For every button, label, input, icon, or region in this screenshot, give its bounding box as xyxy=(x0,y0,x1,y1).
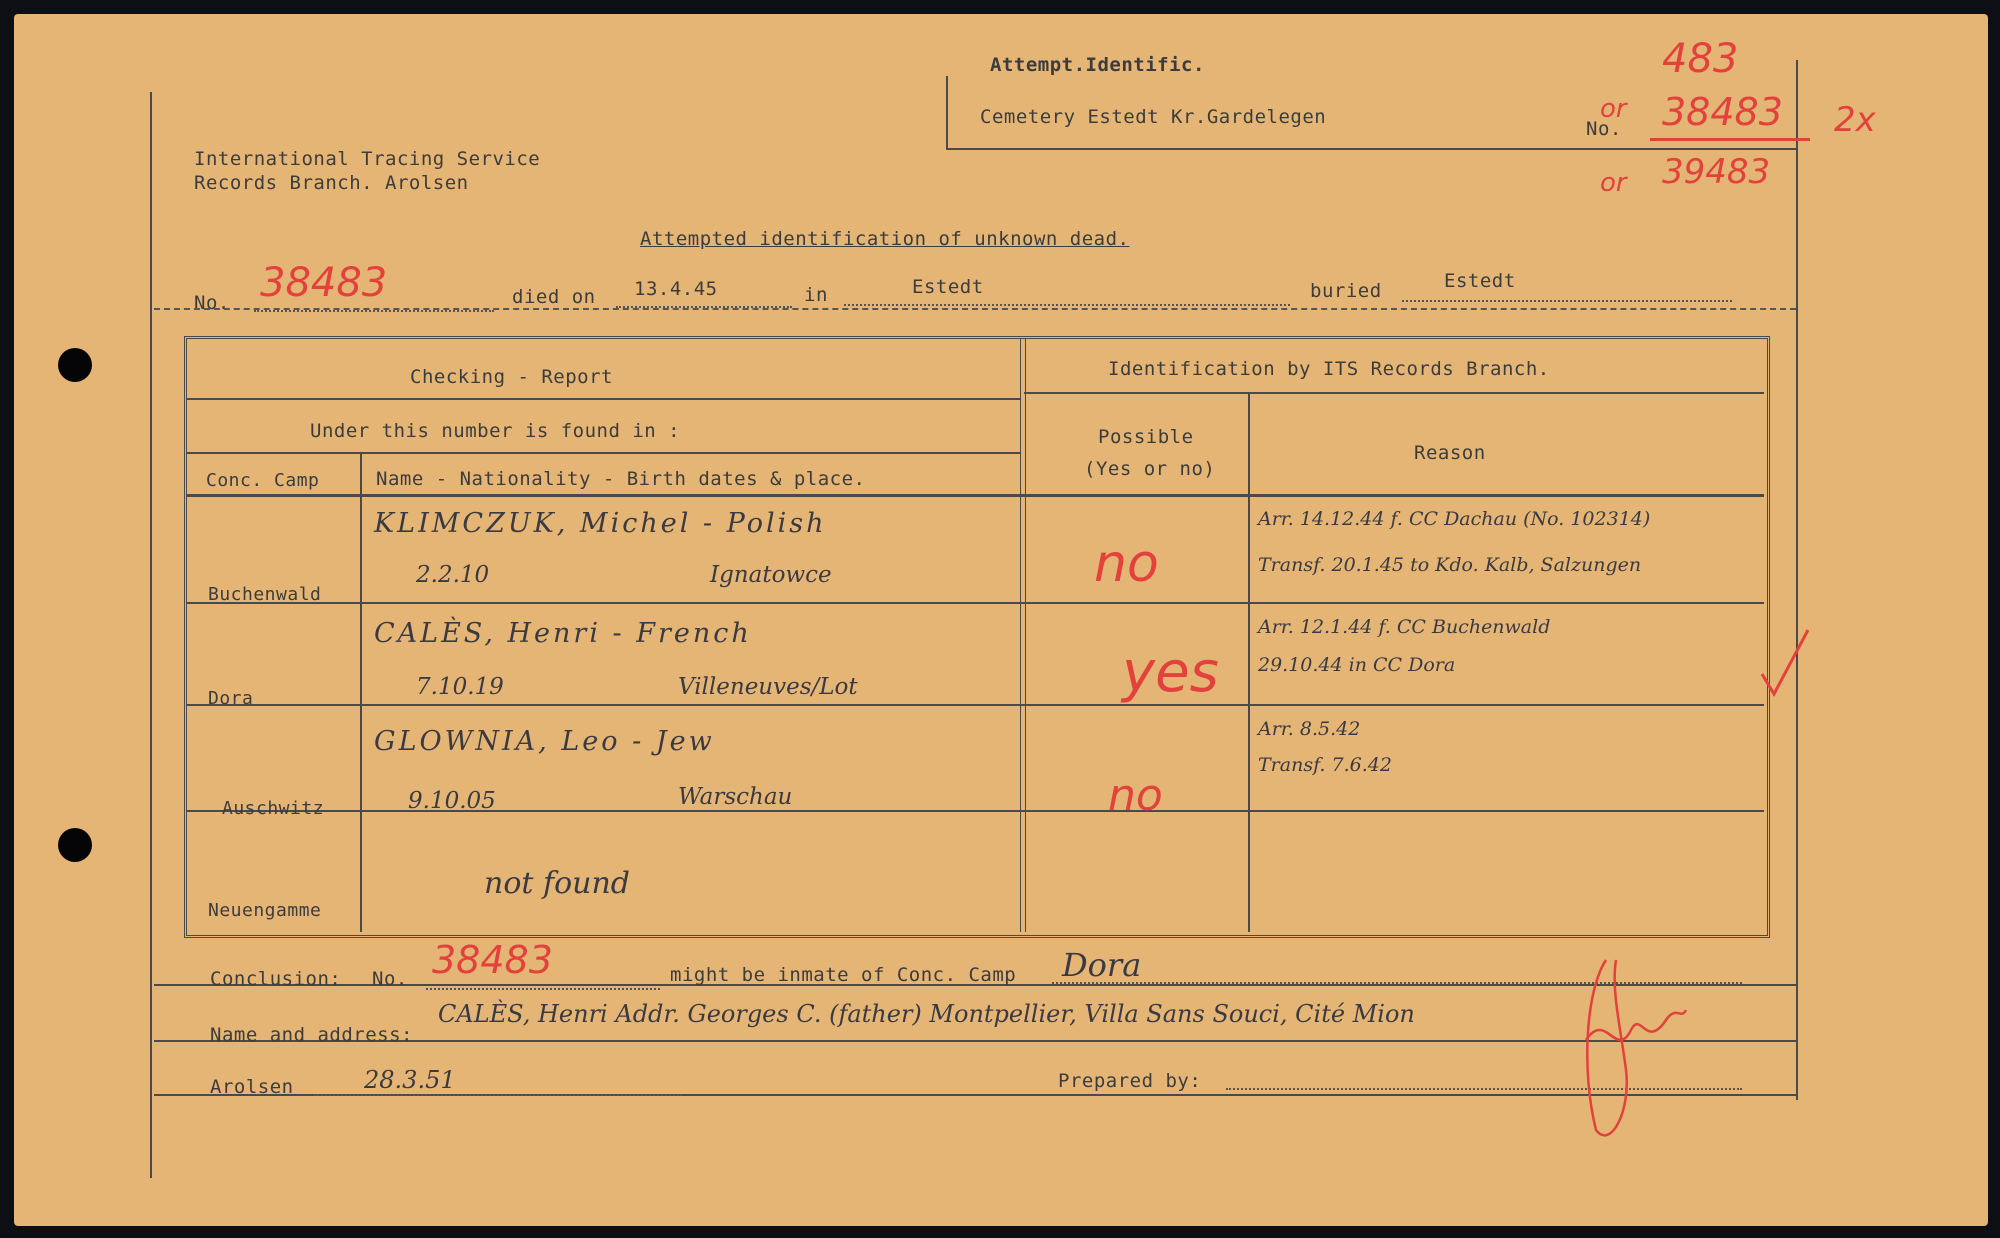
red-alt-number: 39483 xyxy=(1662,152,1771,192)
punch-hole-top xyxy=(58,348,92,382)
red-checkmark-icon xyxy=(1758,624,1818,704)
in-dots xyxy=(844,304,1290,306)
conclusion-label: Conclusion: xyxy=(210,968,342,990)
attempt-title: Attempt.Identific. xyxy=(990,54,1205,76)
col-possible-header-2: (Yes or no) xyxy=(1084,458,1216,480)
red-or-2: or xyxy=(1600,168,1627,198)
left-margin-line xyxy=(150,92,152,1178)
row3-birth-date: 9.10.05 xyxy=(408,788,496,814)
col-camp-header: Conc. Camp xyxy=(206,470,320,491)
row1-birth-place: Ignatowce xyxy=(710,562,832,588)
in-label: in xyxy=(804,284,828,306)
row2-name: CALÈS, Henri - French xyxy=(374,618,752,649)
name-address-label: Name and address: xyxy=(210,1024,413,1046)
record-card xyxy=(14,14,1988,1226)
row1-name: KLIMCZUK, Michel - Polish xyxy=(374,508,827,539)
conclusion-no-value: 38483 xyxy=(432,938,553,982)
col-name-header: Name - Nationality - Birth dates & place. xyxy=(376,468,866,490)
org-line-2: Records Branch. Arolsen xyxy=(194,172,469,194)
row3-reason-2: Transf. 7.6.42 xyxy=(1258,754,1392,776)
arolsen-dots xyxy=(314,1094,682,1096)
died-value: 13.4.45 xyxy=(634,278,718,300)
header-no-label: No. xyxy=(1586,118,1622,140)
row1-reason-1: Arr. 14.12.44 f. CC Dachau (No. 102314) xyxy=(1258,508,1651,530)
row2-possible: yes xyxy=(1122,640,1219,705)
row3-reason-1: Arr. 8.5.42 xyxy=(1258,718,1361,740)
col-reason-header: Reason xyxy=(1414,442,1486,464)
org-line-1: International Tracing Service xyxy=(194,148,541,170)
row1-possible: no xyxy=(1094,534,1159,594)
arolsen-date: 28.3.51 xyxy=(364,1066,456,1094)
record-no-value: 38483 xyxy=(260,260,388,306)
conclusion-no-label: No. xyxy=(372,968,408,990)
conclusion-no-dots xyxy=(426,988,660,990)
buried-dots xyxy=(1402,300,1732,302)
prepared-by-label: Prepared by: xyxy=(1058,1070,1202,1092)
row3-birth-place: Warschau xyxy=(678,784,793,810)
row3-camp: Auschwitz xyxy=(222,798,325,819)
buried-label: buried xyxy=(1310,280,1382,302)
row1-reason-2: Transf. 20.1.45 to Kdo. Kalb, Salzungen xyxy=(1258,554,1642,576)
row1-birth-date: 2.2.10 xyxy=(416,562,490,588)
row3-name: GLOWNIA, Leo - Jew xyxy=(374,726,715,757)
red-signature-icon xyxy=(1576,950,1696,1150)
table-row-line-1 xyxy=(186,602,1764,604)
right-margin-line xyxy=(1796,60,1798,1100)
red-top-number: 483 xyxy=(1662,36,1739,82)
cemetery-line: Cemetery Estedt Kr.Gardelegen xyxy=(980,106,1327,128)
name-address-value: CALÈS, Henri Addr. Georges C. (father) Montpellier, Villa Sans Souci, Cité Mion xyxy=(438,1000,1415,1028)
record-no-dots xyxy=(254,310,494,312)
red-or-1: or xyxy=(1600,94,1627,124)
table-row-line-2 xyxy=(186,704,1764,706)
punch-hole-bottom xyxy=(58,828,92,862)
table-line-1b xyxy=(1024,392,1764,394)
row2-camp: Dora xyxy=(208,688,254,709)
buried-value: Estedt xyxy=(1444,270,1516,292)
record-no-label: No. xyxy=(194,292,230,314)
col-possible-header-1: Possible xyxy=(1098,426,1194,448)
row3-possible: no xyxy=(1108,770,1163,821)
died-label: died on xyxy=(512,286,596,308)
row4-not-found: not found xyxy=(484,866,630,901)
conclusion-inmate-text: might be inmate of Conc. Camp xyxy=(670,964,1017,986)
table-line-2 xyxy=(186,452,1020,454)
under-number-header: Under this number is found in : xyxy=(310,420,681,442)
table-line-1 xyxy=(186,398,1020,400)
table-divider-possible xyxy=(1248,392,1250,932)
document-title: Attempted identification of unknown dead. xyxy=(640,228,1130,250)
row4-camp: Neuengamme xyxy=(208,900,322,921)
row2-reason-2: 29.10.44 in CC Dora xyxy=(1258,654,1456,676)
table-divider-camp xyxy=(360,452,362,932)
record-underline xyxy=(154,308,1796,310)
red-2x-mark: 2x xyxy=(1834,100,1876,140)
header-box-left xyxy=(946,76,948,150)
conclusion-camp-value: Dora xyxy=(1062,946,1142,984)
in-value: Estedt xyxy=(912,276,984,298)
row2-birth-date: 7.10.19 xyxy=(416,674,504,700)
table-line-3 xyxy=(186,494,1764,497)
red-underline xyxy=(1650,138,1810,141)
arolsen-label: Arolsen xyxy=(210,1076,294,1098)
header-box-bottom xyxy=(946,148,1798,150)
row1-camp: Buchenwald xyxy=(208,584,322,605)
red-header-number: 38483 xyxy=(1662,90,1783,134)
table-divider-main xyxy=(1020,338,1026,932)
row2-reason-1: Arr. 12.1.44 f. CC Buchenwald xyxy=(1258,616,1551,638)
checking-report-header: Checking - Report xyxy=(410,366,613,388)
row2-birth-place: Villeneuves/Lot xyxy=(678,674,858,700)
identification-header: Identification by ITS Records Branch. xyxy=(1108,358,1550,380)
